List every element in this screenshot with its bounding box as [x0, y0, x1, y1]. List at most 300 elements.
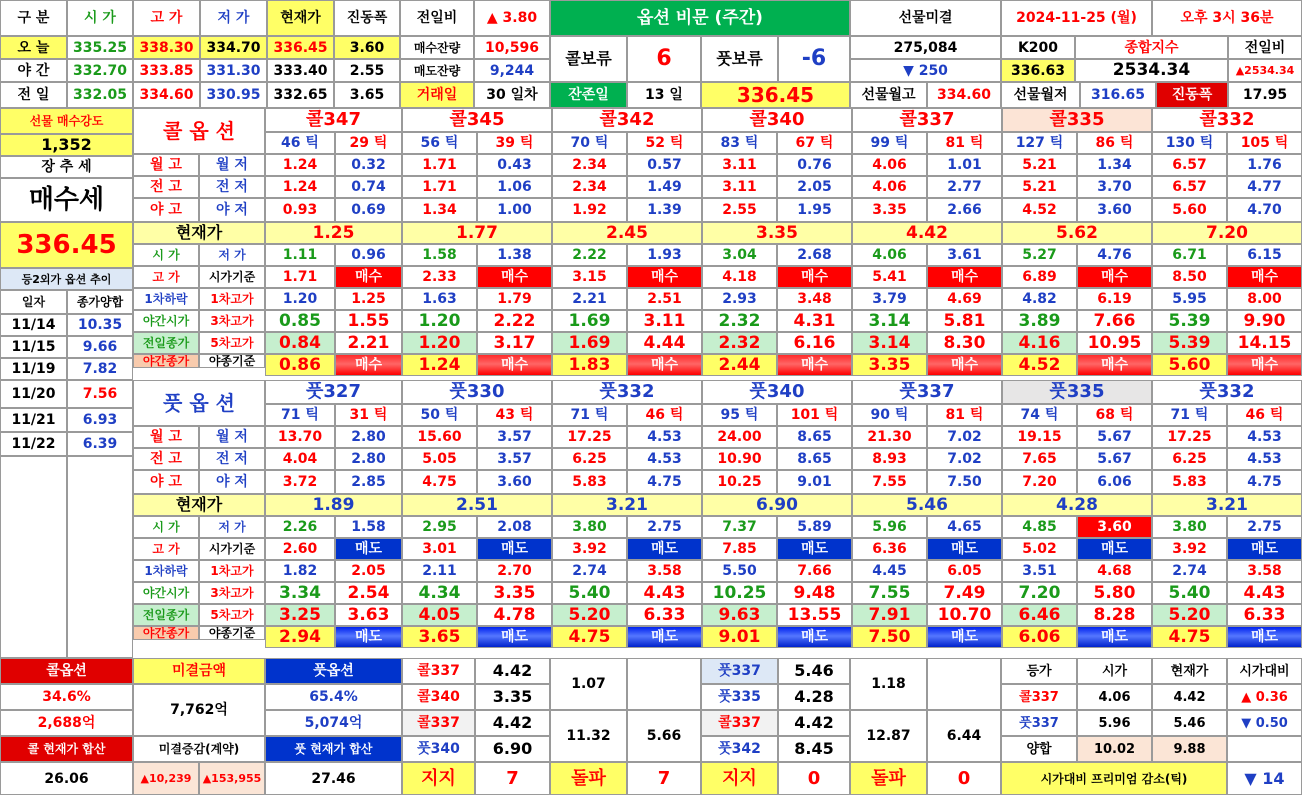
option-name[interactable]: 콜337: [852, 108, 1002, 132]
header-label[interactable]: 현재가: [267, 0, 334, 36]
compare-name[interactable]: 풋342: [701, 736, 778, 762]
date[interactable]: 2024-11-25 (월): [1001, 0, 1152, 36]
value[interactable]: 1.76: [1227, 154, 1302, 176]
row-label[interactable]: 1차고가: [199, 288, 265, 310]
signal[interactable]: 매도: [927, 538, 1002, 560]
row-label[interactable]: 1차고가: [199, 560, 265, 582]
value[interactable]: 4.69: [927, 288, 1002, 310]
signal[interactable]: 매도: [627, 538, 702, 560]
value[interactable]: 3.04: [702, 244, 777, 266]
value[interactable]: 1.55: [335, 310, 402, 332]
value[interactable]: 3.25: [265, 604, 335, 626]
row-label[interactable]: 시 가: [133, 244, 199, 266]
value[interactable]: 7.55: [852, 470, 927, 494]
value[interactable]: 7.37: [702, 516, 777, 538]
composite[interactable]: 2534.34: [1075, 59, 1228, 82]
blank[interactable]: [0, 456, 67, 658]
value[interactable]: 2.55: [702, 198, 777, 222]
trend-date[interactable]: 11/19: [0, 358, 67, 380]
tick[interactable]: 81 틱: [927, 132, 1002, 154]
current-price[interactable]: 336.45: [267, 36, 334, 59]
compare-name[interactable]: 콜340: [402, 684, 475, 710]
option-current[interactable]: 1.25: [265, 222, 402, 244]
value[interactable]: 1.01: [927, 154, 1002, 176]
option-name[interactable]: 풋330: [402, 380, 552, 404]
value[interactable]: 8.65: [777, 448, 852, 470]
row-label-current[interactable]: 현재가: [133, 222, 265, 244]
value[interactable]: 7.20: [1002, 470, 1077, 494]
row-label-current[interactable]: 현재가: [133, 494, 265, 516]
compare-value[interactable]: 8.45: [778, 736, 850, 762]
row-label[interactable]: 야간시가: [133, 310, 199, 332]
value[interactable]: 1.00: [477, 198, 552, 222]
row-label[interactable]: 전 저: [199, 448, 265, 470]
value[interactable]: 1.92: [552, 198, 627, 222]
row-label[interactable]: 월 고: [133, 426, 199, 448]
fut-month-high-label[interactable]: 선물월고: [850, 82, 927, 108]
option-current[interactable]: 6.90: [702, 494, 852, 516]
header-label[interactable]: 시 가: [67, 0, 133, 36]
low-price[interactable]: 331.30: [200, 59, 267, 82]
trend-sum[interactable]: 6.39: [67, 432, 133, 456]
value[interactable]: 5.21: [1002, 176, 1077, 198]
tick[interactable]: 86 틱: [1077, 132, 1152, 154]
option-name[interactable]: 풋332: [1152, 380, 1302, 404]
value[interactable]: 10.25: [702, 582, 777, 604]
value[interactable]: 10.70: [927, 604, 1002, 626]
low-price[interactable]: 330.95: [200, 82, 267, 108]
session-name[interactable]: 오 늘: [0, 36, 67, 59]
value[interactable]: 9.48: [777, 582, 852, 604]
value[interactable]: 4.53: [1227, 448, 1302, 470]
value[interactable]: 6.05: [927, 560, 1002, 582]
value[interactable]: 1.58: [335, 516, 402, 538]
value[interactable]: 5.41: [852, 266, 927, 288]
value[interactable]: 4.53: [627, 426, 702, 448]
value[interactable]: 6.06: [1077, 470, 1152, 494]
value[interactable]: 2.60: [265, 538, 335, 560]
support[interactable]: 7: [475, 762, 550, 795]
trend-sum[interactable]: 9.66: [67, 336, 133, 358]
atm-value[interactable]: 9.88: [1152, 736, 1227, 762]
value[interactable]: 5.95: [1152, 288, 1227, 310]
compare-diff[interactable]: 5.66: [627, 710, 701, 762]
value[interactable]: 2.95: [402, 516, 477, 538]
value[interactable]: 5.05: [402, 448, 477, 470]
header-label[interactable]: 고 가: [133, 0, 200, 36]
range[interactable]: 3.65: [334, 82, 400, 108]
compare-name[interactable]: 콜337: [402, 710, 475, 736]
row-label[interactable]: 3차고가: [199, 582, 265, 604]
value[interactable]: 0.57: [627, 154, 702, 176]
premium-label[interactable]: 시가대비 프리미엄 감소(틱): [1001, 762, 1227, 795]
strength[interactable]: 1,352: [0, 134, 133, 156]
support-label[interactable]: 지지: [402, 762, 475, 795]
value[interactable]: 6.71: [1152, 244, 1227, 266]
row-label[interactable]: 시가기준: [199, 538, 265, 560]
value[interactable]: 5.20: [552, 604, 627, 626]
row-label[interactable]: 전 고: [133, 448, 199, 470]
call-kind[interactable]: 6: [627, 36, 701, 82]
value[interactable]: 1.49: [627, 176, 702, 198]
call-sum-label[interactable]: 콜 현재가 합산: [0, 736, 133, 762]
open-price[interactable]: 332.05: [67, 82, 133, 108]
value[interactable]: 0.32: [335, 154, 402, 176]
value[interactable]: 4.75: [1227, 470, 1302, 494]
put-sum[interactable]: 27.46: [265, 762, 402, 795]
put-pct[interactable]: 65.4%: [265, 684, 402, 710]
value[interactable]: 8.28: [1077, 604, 1152, 626]
signal[interactable]: 매수: [777, 266, 852, 288]
value[interactable]: 4.16: [1002, 332, 1077, 354]
value[interactable]: 1.83: [552, 354, 627, 376]
value[interactable]: 6.25: [1152, 448, 1227, 470]
option-name[interactable]: 콜342: [552, 108, 702, 132]
signal[interactable]: 매수: [477, 354, 552, 376]
session-name[interactable]: 전 일: [0, 82, 67, 108]
trend-sum[interactable]: 7.82: [67, 358, 133, 380]
row-label[interactable]: 1차하락: [133, 288, 199, 310]
k200-label[interactable]: K200: [1001, 36, 1075, 59]
value[interactable]: 5.20: [1152, 604, 1227, 626]
value[interactable]: 3.01: [402, 538, 477, 560]
value[interactable]: 5.67: [1077, 448, 1152, 470]
row-label[interactable]: 시가기준: [199, 266, 265, 288]
call-title[interactable]: 콜 옵 션: [133, 108, 265, 154]
time[interactable]: 오후 3시 36분: [1152, 0, 1302, 36]
value[interactable]: 0.69: [335, 198, 402, 222]
value[interactable]: 4.68: [1077, 560, 1152, 582]
value[interactable]: 5.50: [702, 560, 777, 582]
value[interactable]: 1.34: [1077, 154, 1152, 176]
compare-diff[interactable]: 6.44: [927, 710, 1001, 762]
call-sum[interactable]: 26.06: [0, 762, 133, 795]
signal[interactable]: 매수: [335, 266, 402, 288]
tick[interactable]: 95 틱: [702, 404, 777, 426]
value[interactable]: 4.05: [402, 604, 477, 626]
range-label[interactable]: 진동폭: [1156, 82, 1228, 108]
value[interactable]: 3.35: [852, 354, 927, 376]
ask[interactable]: 9,244: [474, 59, 550, 82]
prev-label[interactable]: 전일비: [1228, 36, 1302, 59]
value[interactable]: 3.92: [1152, 538, 1227, 560]
value[interactable]: 3.80: [552, 516, 627, 538]
value[interactable]: 7.49: [927, 582, 1002, 604]
row-label[interactable]: 5차고가: [199, 332, 265, 354]
trend-sum[interactable]: 6.93: [67, 408, 133, 432]
row-label[interactable]: 3차고가: [199, 310, 265, 332]
tick[interactable]: 71 틱: [1152, 404, 1227, 426]
row-label[interactable]: 야간종가: [133, 354, 199, 368]
value[interactable]: 9.90: [1227, 310, 1302, 332]
prev-idx[interactable]: ▲2534.34: [1228, 59, 1302, 82]
value[interactable]: 6.15: [1227, 244, 1302, 266]
signal[interactable]: 매수: [477, 266, 552, 288]
compare-name[interactable]: 풋337: [701, 658, 778, 684]
value[interactable]: 1.20: [265, 288, 335, 310]
value[interactable]: 3.11: [702, 176, 777, 198]
trend-date[interactable]: 11/14: [0, 314, 67, 336]
option-current[interactable]: 3.35: [702, 222, 852, 244]
value[interactable]: 7.50: [927, 470, 1002, 494]
value[interactable]: 7.02: [927, 426, 1002, 448]
signal[interactable]: 매도: [335, 626, 402, 648]
range[interactable]: 2.55: [334, 59, 400, 82]
value[interactable]: 10.95: [1077, 332, 1152, 354]
value[interactable]: 15.60: [402, 426, 477, 448]
row-label[interactable]: 야 고: [133, 198, 199, 222]
value[interactable]: 8.50: [1152, 266, 1227, 288]
value[interactable]: 1.24: [402, 354, 477, 376]
value[interactable]: 1.79: [477, 288, 552, 310]
signal[interactable]: 매도: [1077, 626, 1152, 648]
value[interactable]: 4.75: [627, 470, 702, 494]
value[interactable]: 4.43: [627, 582, 702, 604]
value[interactable]: 2.05: [335, 560, 402, 582]
value[interactable]: 7.66: [777, 560, 852, 582]
value[interactable]: 1.95: [777, 198, 852, 222]
value[interactable]: 3.14: [852, 332, 927, 354]
value[interactable]: 1.82: [265, 560, 335, 582]
option-name[interactable]: 콜345: [402, 108, 552, 132]
open-price[interactable]: 335.25: [67, 36, 133, 59]
row-label[interactable]: 야종기준: [199, 626, 265, 640]
oi-amt-label[interactable]: 미결금액: [133, 658, 265, 684]
value[interactable]: 9.01: [702, 626, 777, 648]
value[interactable]: 4.44: [627, 332, 702, 354]
value[interactable]: 3.34: [265, 582, 335, 604]
signal[interactable]: 매도: [927, 626, 1002, 648]
option-name[interactable]: 콜347: [265, 108, 402, 132]
signal[interactable]: 매도: [627, 626, 702, 648]
compare-value[interactable]: 6.90: [475, 736, 550, 762]
option-current[interactable]: 4.42: [852, 222, 1002, 244]
value[interactable]: 5.81: [927, 310, 1002, 332]
tick[interactable]: 71 틱: [552, 404, 627, 426]
row-label[interactable]: 월 저: [199, 154, 265, 176]
value[interactable]: 5.40: [1152, 582, 1227, 604]
tick[interactable]: 46 틱: [627, 404, 702, 426]
value[interactable]: 2.22: [477, 310, 552, 332]
atm-col[interactable]: 시가대비: [1227, 658, 1302, 684]
value[interactable]: 3.35: [852, 198, 927, 222]
value[interactable]: 0.84: [265, 332, 335, 354]
value[interactable]: 3.58: [627, 560, 702, 582]
compare-name[interactable]: 풋335: [701, 684, 778, 710]
value[interactable]: 7.91: [852, 604, 927, 626]
row-label[interactable]: 야 고: [133, 470, 199, 494]
value[interactable]: 5.80: [1077, 582, 1152, 604]
value[interactable]: 5.39: [1152, 332, 1227, 354]
value[interactable]: 3.80: [1152, 516, 1227, 538]
value[interactable]: 7.85: [702, 538, 777, 560]
value[interactable]: 2.74: [552, 560, 627, 582]
signal[interactable]: 매수: [627, 266, 702, 288]
value[interactable]: 2.22: [552, 244, 627, 266]
value[interactable]: 4.31: [777, 310, 852, 332]
signal[interactable]: 매도: [1227, 538, 1302, 560]
value[interactable]: 13.55: [777, 604, 852, 626]
trend-label[interactable]: 장 추 세: [0, 156, 133, 178]
value[interactable]: 4.82: [1002, 288, 1077, 310]
value[interactable]: 5.27: [1002, 244, 1077, 266]
value[interactable]: 1.25: [335, 288, 402, 310]
value[interactable]: 2.85: [335, 470, 402, 494]
header-label[interactable]: 구 분: [0, 0, 67, 36]
value[interactable]: 3.60: [1077, 198, 1152, 222]
value[interactable]: 3.72: [265, 470, 335, 494]
option-name[interactable]: 풋327: [265, 380, 402, 404]
value[interactable]: 7.65: [1002, 448, 1077, 470]
value[interactable]: 19.15: [1002, 426, 1077, 448]
value[interactable]: 2.94: [265, 626, 335, 648]
call-opt-label[interactable]: 콜옵션: [0, 658, 133, 684]
oi-change[interactable]: ▼ 250: [850, 59, 1001, 82]
option-current[interactable]: 3.21: [1152, 494, 1302, 516]
value[interactable]: 5.83: [1152, 470, 1227, 494]
value[interactable]: 6.46: [1002, 604, 1077, 626]
put-kind-label[interactable]: 풋보류: [701, 36, 778, 82]
date-col[interactable]: 일자: [0, 290, 67, 314]
value[interactable]: 3.60: [477, 470, 552, 494]
atm-value[interactable]: 4.06: [1077, 684, 1152, 710]
tick[interactable]: 46 틱: [1227, 404, 1302, 426]
oi-inc[interactable]: ▲153,955: [199, 762, 265, 795]
fut-month-low-label[interactable]: 선물월저: [1001, 82, 1080, 108]
value[interactable]: 1.34: [402, 198, 477, 222]
value[interactable]: 4.85: [1002, 516, 1077, 538]
value[interactable]: 6.36: [852, 538, 927, 560]
value[interactable]: 0.76: [777, 154, 852, 176]
remain-label[interactable]: 잔존일: [550, 82, 627, 108]
blank[interactable]: [67, 456, 133, 658]
value[interactable]: 6.16: [777, 332, 852, 354]
compare-value[interactable]: 3.35: [475, 684, 550, 710]
value[interactable]: 4.06: [852, 176, 927, 198]
value[interactable]: 4.18: [702, 266, 777, 288]
value[interactable]: 1.69: [552, 310, 627, 332]
blank[interactable]: [627, 658, 701, 710]
value[interactable]: 17.25: [552, 426, 627, 448]
ask-label[interactable]: 매도잔량: [400, 59, 474, 82]
value[interactable]: 0.96: [335, 244, 402, 266]
low-price[interactable]: 334.70: [200, 36, 267, 59]
value[interactable]: 3.61: [927, 244, 1002, 266]
value[interactable]: 2.34: [552, 154, 627, 176]
value[interactable]: 1.71: [402, 154, 477, 176]
value[interactable]: 5.89: [777, 516, 852, 538]
value[interactable]: 17.25: [1152, 426, 1227, 448]
value[interactable]: 3.51: [1002, 560, 1077, 582]
tick[interactable]: 31 틱: [335, 404, 402, 426]
value[interactable]: 2.34: [552, 176, 627, 198]
value[interactable]: 1.06: [477, 176, 552, 198]
tick[interactable]: 70 틱: [552, 132, 627, 154]
bid[interactable]: 10,596: [474, 36, 550, 59]
atm-value[interactable]: 콜337: [1001, 684, 1077, 710]
compare-name[interactable]: 콜337: [402, 658, 475, 684]
fut-month-low[interactable]: 316.65: [1080, 82, 1156, 108]
value[interactable]: 3.60: [1077, 516, 1152, 538]
current-price[interactable]: 333.40: [267, 59, 334, 82]
value[interactable]: 1.93: [627, 244, 702, 266]
value[interactable]: 1.63: [402, 288, 477, 310]
value[interactable]: 8.00: [1227, 288, 1302, 310]
value[interactable]: 0.86: [265, 354, 335, 376]
value[interactable]: 2.08: [477, 516, 552, 538]
value[interactable]: 4.70: [1227, 198, 1302, 222]
trend-date[interactable]: 11/22: [0, 432, 67, 456]
current-price[interactable]: 332.65: [267, 82, 334, 108]
prev-change-label[interactable]: 전일비: [400, 0, 474, 36]
tick[interactable]: 29 틱: [335, 132, 402, 154]
value[interactable]: 9.01: [777, 470, 852, 494]
value[interactable]: 2.66: [927, 198, 1002, 222]
atm-value[interactable]: ▲ 0.36: [1227, 684, 1302, 710]
tick[interactable]: 130 틱: [1152, 132, 1227, 154]
value[interactable]: 2.21: [552, 288, 627, 310]
value[interactable]: 8.93: [852, 448, 927, 470]
trend-date[interactable]: 11/15: [0, 336, 67, 358]
option-current[interactable]: 7.20: [1152, 222, 1302, 244]
atm-value[interactable]: 양합: [1001, 736, 1077, 762]
row-label[interactable]: 야 저: [199, 198, 265, 222]
row-label[interactable]: 전일종가: [133, 604, 199, 626]
compare-diff[interactable]: 1.18: [850, 658, 927, 710]
atm-col[interactable]: 등가: [1001, 658, 1077, 684]
signal[interactable]: 매도: [777, 626, 852, 648]
tick[interactable]: 90 틱: [852, 404, 927, 426]
row-label[interactable]: 저 가: [199, 244, 265, 266]
value[interactable]: 4.78: [477, 604, 552, 626]
value[interactable]: 2.74: [1152, 560, 1227, 582]
value[interactable]: 3.65: [402, 626, 477, 648]
blank[interactable]: [927, 658, 1001, 710]
value[interactable]: 2.44: [702, 354, 777, 376]
call-kind-label[interactable]: 콜보류: [550, 36, 627, 82]
value[interactable]: 1.38: [477, 244, 552, 266]
row-label[interactable]: 시 가: [133, 516, 199, 538]
row-label[interactable]: 전 고: [133, 176, 199, 198]
value[interactable]: 4.77: [1227, 176, 1302, 198]
value[interactable]: 6.25: [552, 448, 627, 470]
strength-label[interactable]: 선물 매수강도: [0, 108, 133, 134]
value[interactable]: 10.90: [702, 448, 777, 470]
value[interactable]: 5.60: [1152, 198, 1227, 222]
value[interactable]: 3.92: [552, 538, 627, 560]
header-label[interactable]: 저 가: [200, 0, 267, 36]
value[interactable]: 1.39: [627, 198, 702, 222]
value[interactable]: 3.11: [627, 310, 702, 332]
value[interactable]: 4.75: [402, 470, 477, 494]
value[interactable]: 8.30: [927, 332, 1002, 354]
signal[interactable]: 매수: [1077, 266, 1152, 288]
tick[interactable]: 68 틱: [1077, 404, 1152, 426]
value[interactable]: 2.68: [777, 244, 852, 266]
option-current[interactable]: 2.45: [552, 222, 702, 244]
trend[interactable]: 매수세: [0, 178, 133, 222]
big-price[interactable]: 336.45: [701, 82, 850, 108]
option-name[interactable]: 풋335: [1002, 380, 1152, 404]
signal[interactable]: 매수: [927, 266, 1002, 288]
high-price[interactable]: 333.85: [133, 59, 200, 82]
row-label[interactable]: 월 고: [133, 154, 199, 176]
row-label[interactable]: 1차하락: [133, 560, 199, 582]
compare-value[interactable]: 4.42: [778, 710, 850, 736]
tick[interactable]: 56 틱: [402, 132, 477, 154]
oi-amt[interactable]: 7,762억: [133, 684, 265, 736]
tick[interactable]: 46 틱: [265, 132, 335, 154]
